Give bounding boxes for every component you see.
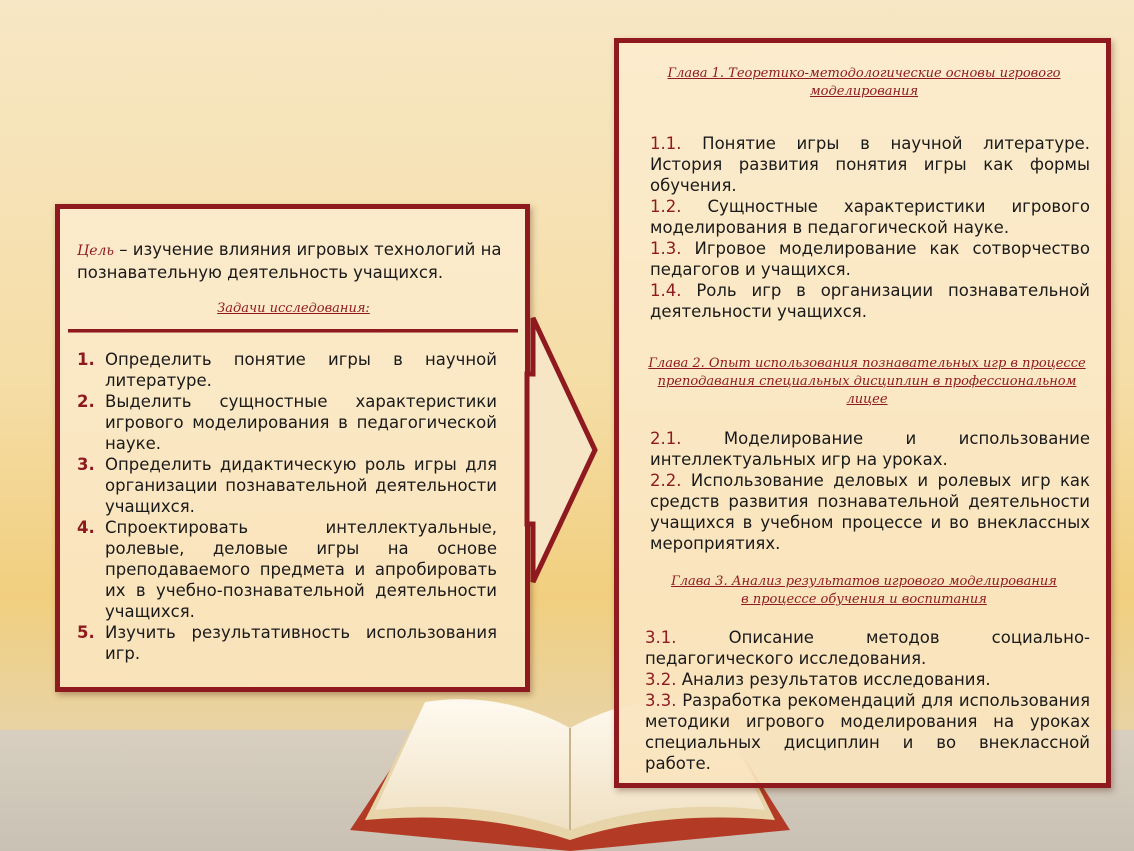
list-marker: 4. (77, 518, 95, 537)
section-number: 3.3. (645, 691, 677, 710)
right-arrow-icon (505, 310, 605, 590)
list-marker: 3. (77, 455, 95, 474)
list-item (650, 196, 1090, 238)
list-item-text: Выделить сущностные характеристики игрового моделирования в педагогической науке. (105, 392, 497, 453)
list-item (650, 280, 1090, 322)
section-number: 2.1. (650, 429, 682, 448)
section-number: 3.2. (645, 670, 677, 689)
list-item (77, 391, 497, 454)
contents-panel (614, 38, 1111, 788)
list-item (650, 133, 1090, 196)
section-number: 1.1. (650, 134, 682, 153)
list-item (645, 690, 1090, 774)
chapter-2-title: Глава 2. Опыт использования познавательных игр в процессе преподавания специальных дисциплин в профессиональном лицее (648, 356, 1086, 407)
section-text: Сущностные характеристики игрового моделирования в педагогической науке. (650, 197, 1090, 237)
section-text: Роль игр в организации познавательной деятельности учащихся. (650, 281, 1090, 321)
list-item (77, 517, 497, 622)
list-marker: 1. (77, 350, 95, 369)
section-text: Игровое моделирование как сотворчество педагогов и учащихся. (650, 239, 1090, 279)
section-text: Использование деловых и ролевых игр как средств развития познавательной деятельности учащихся в учебном процессе и во внеклассных мероприятиях. (650, 471, 1090, 553)
list-item-text: Изучить результативность использования игр. (105, 623, 497, 663)
chapter-1-title: Глава 1. Теоретико-методологические основы игрового моделирования (667, 66, 1061, 99)
chapter-2-sections (650, 428, 1090, 554)
section-text: Понятие игры в научной литературе. История развития понятия игры как формы обучения. (650, 134, 1090, 195)
list-item (650, 428, 1090, 470)
section-number: 1.4. (650, 281, 682, 300)
chapter-3-title: Глава 3. Анализ результатов игрового моделирования в процессе обучения и воспитания (671, 574, 1057, 607)
list-item (77, 349, 497, 391)
list-item (645, 669, 1090, 690)
list-marker: 2. (77, 392, 95, 411)
list-item (650, 470, 1090, 554)
section-number: 1.2. (650, 197, 682, 216)
goal-label: Цель (77, 243, 115, 259)
goals-tasks-panel (55, 204, 530, 692)
list-item-text: Определить понятие игры в научной литературе. (105, 350, 497, 390)
divider (68, 329, 518, 333)
section-number: 1.3. (650, 239, 682, 258)
section-text: Разработка рекомендаций для использования методики игрового моделирования на уроках специальных дисциплин и во внеклассной работе. (645, 691, 1090, 773)
tasks-heading: Задачи исследования: (217, 301, 370, 316)
list-item (650, 238, 1090, 280)
list-item (645, 627, 1090, 669)
list-item-text: Спроектировать интеллектуальные, ролевые, деловые игры на основе преподаваемого предмета и апробировать их в учебно-познавательной деятельности учащихся. (105, 518, 497, 621)
list-item (77, 454, 497, 517)
section-text: Анализ результатов исследования. (676, 670, 991, 689)
goal-text: – изучение влияния игровых технологий на познавательную деятельность учащихся. (77, 240, 502, 282)
list-marker: 5. (77, 623, 95, 642)
chapter-3-sections (645, 627, 1090, 774)
tasks-list (77, 349, 497, 664)
section-number: 2.2. (650, 471, 682, 490)
section-text: Описание методов социально-педагогического исследования. (645, 628, 1090, 668)
goal-statement (77, 239, 517, 283)
list-item (77, 622, 497, 664)
section-text: Моделирование и использование интеллектуальных игр на уроках. (650, 429, 1090, 469)
list-item-text: Определить дидактическую роль игры для организации познавательной деятельности учащихся. (105, 455, 497, 516)
chapter-1-sections (650, 133, 1090, 322)
section-number: 3.1. (645, 628, 677, 647)
